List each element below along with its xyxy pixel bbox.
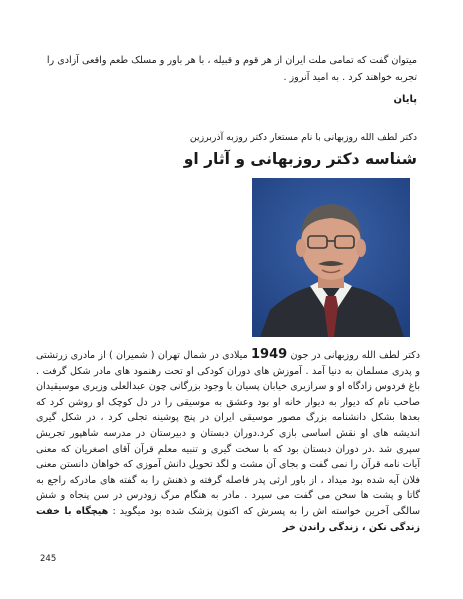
byline: دکتر لطف الله روزبهانی با نام مستعار دکتر روزبه آذربرزین — [189, 132, 417, 143]
page-number: 245 — [40, 554, 57, 564]
portrait-ear-right — [356, 239, 366, 257]
bio-text-main: میلادی در شمال تهران ( شمیران ) از مادری زرتشتی و پدری مسلمان به دنیا آمد . آموزش های دوران کودکی او تحت رهنمود های مادر شکل گرفت . باغ فردوس زادگاه او و سرازیری خیابان پسیان با وجود بزرگانی چون عبدالعلی وزیری موسیقیدان صاحب نام که دیوار به دیوار خانه او بود وعشق به موسیقی را در دل کوچک او روشن کرد که بعدها بشکل دانشنامه بزرگ مصور موسیقی ایران در پنج پوشینه تجلی کرد ، در شکل گیری اندیشه های او نقش اساسی بازی کرد.دوران دبستان و دبیرستان در مدرسه شاهپور تجریش سپری شد .در دوران دبستان بود که با سخت گیری و تنبیه معلم قرآن آقای اصغریان که معنی آیات نامه قرآن را نمی گفت و بجای آن مشت و لگد تحویل دانش آموزی که خواهان دانستن معنی فلان آیه شده بود میداد ، از باور ارثی پدر فاصله گرفته و ذهنش را به گفته های مادرکه راجع به گاتا و پشت ها سخن می گفت می سپرد . مادر به هنگام مرگ زودرس در سن پنجاه و شش سالگی آخرین خواسته اش را به پسرش که اکنون پزشک شده بود میگوید : — [36, 350, 420, 517]
birth-year: 1949 — [251, 347, 288, 362]
author-portrait — [252, 178, 410, 337]
portrait-ear-left — [296, 239, 306, 257]
bio-text-start: دکتر لطف الله روزبهانی در جون — [287, 350, 420, 361]
biography-paragraph — [36, 347, 420, 535]
section-title: شناسه دکتر روزبهانی و آثار او — [183, 150, 417, 168]
mother-quote: هیچگاه با خفت زندگی نکن ، زندگی راندن خر — [36, 505, 420, 533]
intro-paragraph: میتوان گفت که تمامی ملت ایران از هر قوم و قبیله ، با هر باور و مسلک طعم واقعی آزادی را تجربه خواهند کرد . به امید آنروز . — [46, 55, 417, 83]
end-label: پایان — [393, 94, 417, 105]
